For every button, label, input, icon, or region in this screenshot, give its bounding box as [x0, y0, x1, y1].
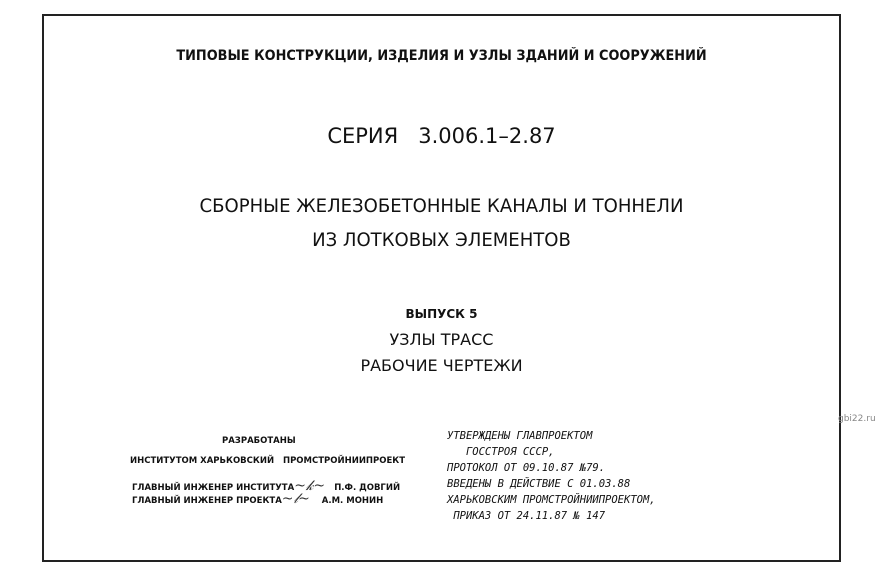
- chief-engineer-project: [132, 491, 383, 507]
- issue-title: УЗЛЫ ТРАСС: [389, 330, 494, 349]
- name: П.Ф. ДОВГИЙ: [334, 483, 401, 493]
- approval-block: [447, 428, 656, 524]
- series-number: СЕРИЯ 3.006.1–2.87: [327, 124, 556, 148]
- approval-line: ПРИКАЗ ОТ 24.11.87 № 147: [447, 510, 606, 522]
- document-title-line2: ИЗ ЛОТКОВЫХ ЭЛЕМЕНТОВ: [312, 229, 571, 251]
- watermark: gbi22.ru: [838, 414, 876, 424]
- approval-line: ВВЕДЕНЫ В ДЕЙСТВИЕ С 01.03.88: [447, 478, 631, 490]
- role: ГЛАВНЫЙ ИНЖЕНЕР ПРОЕКТА: [132, 496, 282, 506]
- approval-line: ХАРЬКОВСКИМ ПРОМСТРОЙНИИПРОЕКТОМ,: [447, 494, 656, 506]
- approval-line: УТВЕРЖДЕНЫ ГЛАВПРОЕКТОМ: [447, 430, 593, 442]
- name: А.М. МОНИН: [321, 496, 384, 506]
- header-title: ТИПОВЫЕ КОНСТРУКЦИИ, ИЗДЕЛИЯ И УЗЛЫ ЗДАНИЙ И СООРУЖЕНИЙ: [176, 48, 707, 64]
- approval-line: ГОССТРОЯ СССР,: [447, 446, 555, 458]
- signature: ~𝓁~: [281, 491, 310, 507]
- document-stage: РАБОЧИЕ ЧЕРТЕЖИ: [360, 356, 523, 375]
- approval-line: ПРОТОКОЛ ОТ 09.10.87 №79.: [447, 462, 606, 474]
- issue-number: ВЫПУСК 5: [405, 307, 478, 321]
- document-title-line1: СБОРНЫЕ ЖЕЛЕЗОБЕТОННЫЕ КАНАЛЫ И ТОННЕЛИ: [199, 195, 684, 217]
- developer-institute: ИНСТИТУТОМ ХАРЬКОВСКИЙ ПРОМСТРОЙНИИПРОЕКТ: [130, 456, 406, 466]
- role: ГЛАВНЫЙ ИНЖЕНЕР ИНСТИТУТА: [132, 483, 295, 493]
- signature: ~𝓀~: [294, 478, 326, 494]
- developed-label: РАЗРАБОТАНЫ: [222, 436, 296, 446]
